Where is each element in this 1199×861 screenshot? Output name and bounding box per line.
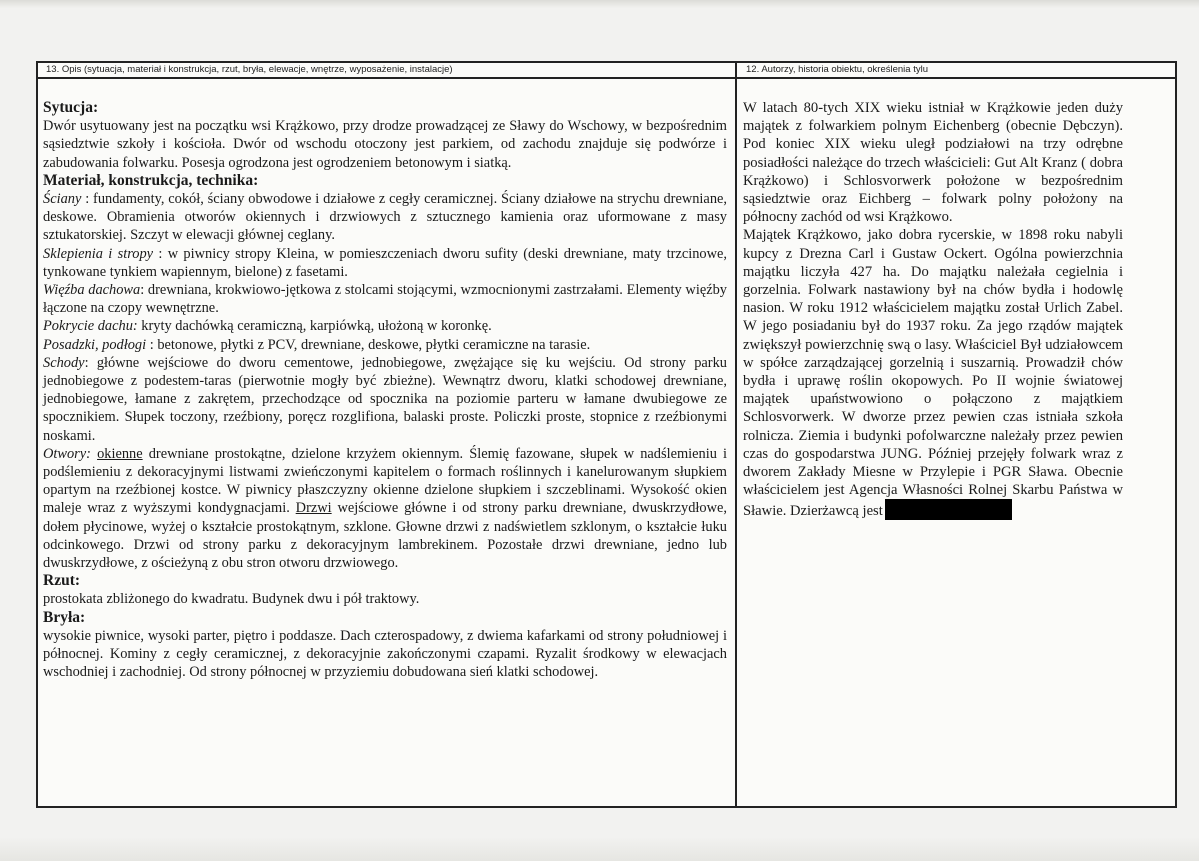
roofing-text: kryty dachówką ceramiczną, karpiówką, ułożoną w koronkę.	[137, 318, 492, 335]
roofing-paragraph	[43, 317, 727, 335]
material-heading: Materiał, konstrukcja, technika:	[43, 171, 259, 189]
situation-heading: Sytucja:	[43, 99, 99, 116]
redaction-block	[885, 499, 1012, 520]
massing-text: wysokie piwnice, wysoki parter, piętro i poddasze. Dach czterospadowy, z dwiema kafarkami od strony południowej i północnej. Kominy z cegły ceramicznej, z dekoracyjnie zakończonymi czapami. Ryzalit środkowy w elewacjach wschodniej i zachodniej. Od strony północnej w przyziemiu dobudowana sień klatki schodowej.	[43, 627, 727, 681]
doors-word: Drzwi	[295, 500, 332, 517]
floors-text: : betonowe, płytki z PCV, drewniane, deskowe, płytki ceramiczne na tarasie.	[146, 336, 591, 353]
left-column-header: 13. Opis (sytuacja, materiał i konstrukcja, rzut, bryła, elewacje, wnętrze, wyposażenie, instalacje)	[46, 64, 453, 75]
plan-text: prostokata zbliżonego do kwadratu. Budynek dwu i pół traktowy.	[43, 591, 420, 608]
ceilings-label: Sklepienia i stropy	[43, 245, 154, 262]
roof-truss-paragraph	[43, 281, 727, 317]
roof-truss-label: Więźba dachowa	[43, 282, 141, 299]
scan-bottom-edge	[0, 837, 1199, 861]
floors-label: Posadzki, podłogi	[43, 336, 147, 353]
openings-text-a: drewniane prostokątne, dzielone krzyżem okiennym. Ślemię fazowane, słupek w nadślemieniu i podślemieniu z dekoracyjnymi listwami zwieńczonymi kapitelem o formach roślinnych i kanelurowanym słupkiem opartym na rzeźbionej kostce. W piwnicy płaszczyzny okienne dzielone słupkiem i szczeblinami. Wysokość okien maleje wraz z wyższymi kondygnacjami.	[43, 445, 727, 517]
windows-word: okienne	[97, 445, 143, 462]
stairs-text: : główne wejściowe do dworu cementowe, jednobiegowe, zwężające się ku wejściu. Od strony parku jednobiegowe z podestem-taras (pierwotnie mogły być zbieżne). Wewnątrz dworu, klatki schodowej drewniane, jednobiegowe, łamane z zakrętem, przechodzące od spocznika na poziomie parteru w łamane dwubiegowe ze spocznikiem. Słupek toczony, rzeźbiony, poręcz rozglifiona, balaski proste. Policzki proste, stopnice z rzeźbionymi noskami.	[43, 354, 727, 444]
history-column	[743, 99, 1123, 521]
walls-paragraph	[43, 190, 727, 245]
situation-text: Dwór usytuowany jest na początku wsi Krążkowo, przy drodze prowadzącej ze Sławy do Wschowy, w bezpośrednim sąsiedztwie szkoły i kościoła. Dwór od wschodu otoczony jest parkiem, od zachodu znajduje się podwórze i zabudowania folwarku. Posesja ogrodzona jest ogrodzeniem betonowym i siatką.	[43, 118, 727, 171]
form-table	[36, 61, 1177, 808]
history-paragraph-2-text: Majątek Krążkowo, jako dobra rycerskie, w 1898 roku nabyli kupcy z Drezna Carl i Gustaw Ockert. Ogólna powierzchnia majątku liczyła 427 ha. Do majątku należała cegielnia i gorzelnia. Folwark nastawiony był na chów bydła i hodowlę nasion. W roku 1912 właścicielem majątku został Urlich Zabel. W jego posiadaniu był do 1937 roku. Za jego rządów majątek zwiększył powierzchnię swą o lasy. Właściciel Był udziałowcem w spółce zarządzającej gorzelnią i suszarnią. Prowadził chów bydła i uprawę roślin okopowych. Po II wojnie światowej majątek upaństwowiono o połączono z majątkiem Schlosvorwerk. W dworze przez pewien czas istniała szkoła rolnicza. Ziemia i budynki pofolwarczne należały przez pewien czas do gospodarstwa JUNG. Później przejęły folwark wraz z dworem Zakłady Miesne w Przylepie i PGR Sława. Obecnie właścicielem jest Agencja Własności Rolnej Skarbu Państwa w Sławie. Dzierżawcą jest	[743, 227, 1123, 520]
walls-text: : fundamenty, cokół, ściany obwodowe i działowe z cegły ceramicznej. Ściany działowe na strychu drewniane, deskowe. Obramienia otworów okiennych i drzwiowych z sztucznego kamienia oraz uformowane z masy sztukatorskiej. Szczyt w elewacji głównej ceglany.	[43, 191, 727, 244]
right-column-header: 12. Autorzy, historia obiektu, określenia tylu	[746, 64, 929, 75]
header-divider-line	[38, 77, 1175, 79]
floors-paragraph	[43, 336, 727, 354]
roofing-label: Pokrycie dachu:	[43, 318, 138, 335]
openings-label: Otwory:	[43, 445, 91, 462]
plan-heading: Rzut:	[43, 572, 81, 590]
scan-top-edge	[0, 0, 1199, 8]
column-divider-line	[735, 63, 737, 806]
ceilings-paragraph	[43, 245, 727, 281]
stairs-paragraph	[43, 354, 727, 445]
description-column	[43, 99, 727, 682]
stairs-label: Schody	[43, 354, 85, 371]
openings-paragraph	[43, 445, 727, 572]
roof-truss-text: : drewniana, krokwiowo-jętkowa z stolcami stojącymi, wzmocnionymi zastrzałami. Elementy więźby łączone na czopy wewnętrzne.	[43, 282, 727, 317]
walls-label: Ściany	[43, 191, 82, 208]
ceilings-text: : w piwnicy stropy Kleina, w pomieszczeniach dworu sufity (deski drewniane, maty trzcinowe, tynkowane tynkiem wapiennym, bielone) z fasetami.	[43, 245, 728, 280]
history-paragraph-1: W latach 80-tych XIX wieku istniał w Krążkowie jeden duży majątek z folwarkiem polnym Eichenberg (obecnie Dębczyn). Pod koniec XIX wieku uległ podziałowi na trzy odrębne posiadłości należące do trzech właścicieli: Gut Alt Kranz ( dobra Krążkowo) i Schlosvorwerk położone w bezpośrednim sąsiedztwie oraz Eichberg – folwark polny położony na północny zachód od wsi Krążkowo.	[743, 100, 1123, 226]
massing-heading: Bryła:	[43, 608, 86, 626]
openings-text-b: wejściowe główne i od strony parku drewniane, dwuskrzydłowe, dołem płycinowe, wyżej o kształcie prostokątnym, szklone. Głowne drzwi z nadświetlem szklonym, o kształcie łuku odcinkowego. Drzwi od strony parku z dekoracyjnym lambrekinem. Pozostałe drzwi drewniane, jedno lub dwuskrzydłowe, z ościeżyną z obu stron otworu drzwiowego.	[43, 500, 727, 572]
history-paragraph-2	[743, 226, 1123, 520]
